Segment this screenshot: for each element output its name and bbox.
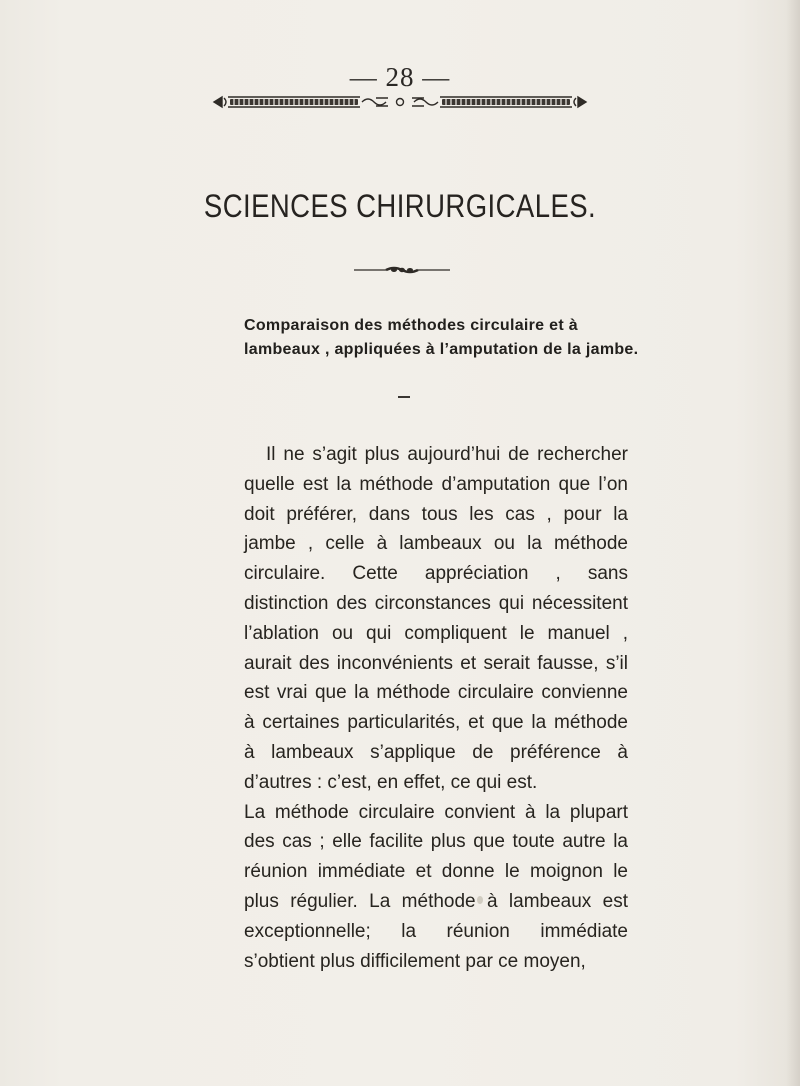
body-text [244, 440, 628, 976]
header-ornament [212, 94, 588, 110]
article-title: Comparaison des méthodes circulaire et à lambeaux , appliquées à l’amputation de la jambe. [244, 317, 639, 358]
page-number: — 28 — [349, 62, 451, 92]
paper-spot [477, 896, 483, 904]
section-title: SCIENCES CHIRURGICALES. [203, 188, 597, 224]
page-edge-shadow [786, 0, 800, 1086]
paragraph-2: La méthode circulaire convient à la plupart des cas ; elle facilite plus que toute autre la réunion immédiate et donne le moignon le plus régulier. La méthode à lambeaux est exceptionnelle; la réunion immédiate s’obtient plus difficilement par ce moyen, [244, 801, 628, 972]
title-divider [352, 266, 452, 274]
separator-dash [398, 396, 410, 398]
paragraph-1: Il ne s’agit plus aujourd’hui de rechercher quelle est la méthode d’amputation que l’on doit préférer, dans tous les cas , pour la jambe , celle à lambeaux ou la méthode circulaire. Cette appréciation , sans distinction des circonstances qui nécessitent l’ablation ou qui compliquent le manuel , aurait des inconvénients et serait fausse, s’il est vrai que la méthode circulaire convienne à certaines particularités, et que la méthode à lambeaux s’applique de préférence à d’autres : c’est, en effet, ce qui est. [244, 444, 628, 793]
